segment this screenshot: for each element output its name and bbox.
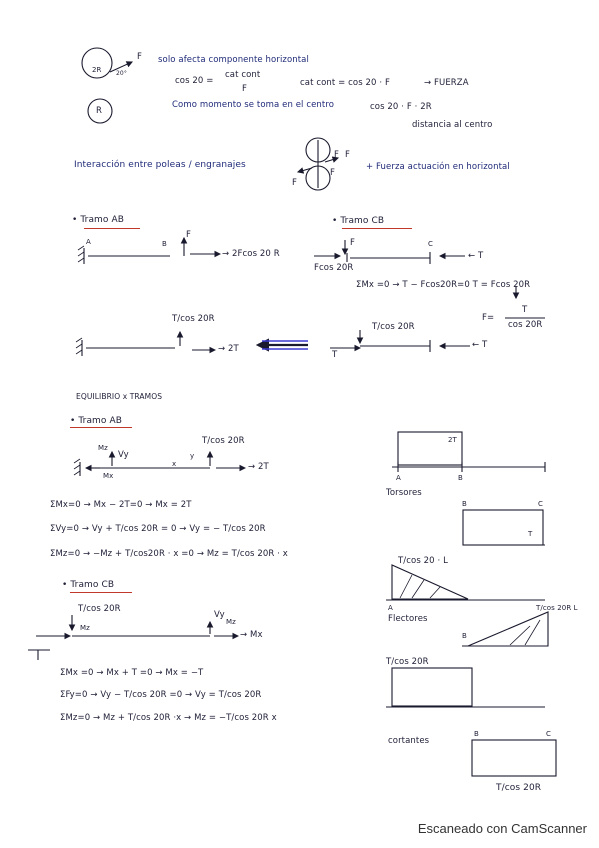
torsor-T: T — [528, 530, 533, 538]
eq1-mid: cat cont = cos 20 · F — [300, 78, 390, 88]
eq1-left: cos 20 = — [175, 76, 214, 86]
eq-ab-line3: ΣMz=0 → −Mz + T/cos20R · x =0 → Mz = T/cos 20R · x — [50, 549, 288, 559]
tramo-cb-title: • Tramo CB — [332, 216, 385, 226]
eq-ab-Mx: Mx — [103, 472, 114, 480]
label-2r: 2R — [92, 66, 102, 74]
eq-ab-Mz: Mz — [98, 444, 108, 452]
int-F2: F — [345, 150, 350, 160]
eq-cb-line2: ΣFy=0 → Vy − T/cos 20R =0 → Vy = T/cos 20R — [60, 690, 262, 700]
underline-eq-ab — [70, 427, 132, 428]
flector-right: T/cos 20R L — [536, 604, 578, 612]
eq-cb-Mzx: Mz — [226, 618, 236, 626]
eq-cb-title: • Tramo CB — [62, 580, 115, 590]
tramo-cb-sum: ΣMx =0 → T − Fcos20R=0 T = Fcos 20R — [356, 280, 531, 290]
cortante-C: C — [546, 730, 551, 738]
torsor-2T: 2T — [448, 436, 457, 444]
cortante-label: cortantes — [388, 736, 430, 746]
underline-eq-cb — [70, 592, 132, 593]
tramo-ab-B: B — [162, 240, 167, 248]
eq-cb-Mx: → Mx — [240, 630, 263, 640]
tramo-cb-F: F — [350, 238, 355, 248]
eq-ab-x: x — [172, 460, 177, 468]
flector-label: Flectores — [388, 614, 428, 624]
tramo-cb-T: ← T — [468, 251, 484, 261]
underline-cb — [342, 228, 412, 229]
label-20: 20° — [116, 70, 127, 77]
eq-cb-Tcos: T/cos 20R — [78, 604, 121, 614]
eq-ab-Tcos: T/cos 20R — [202, 436, 245, 446]
eq-ab-line2: ΣVy=0 → Vy + T/cos 20R = 0 → Vy = − T/cos 20R — [50, 524, 266, 534]
int-F3: F — [292, 178, 297, 188]
tramo-ab-force: → 2Fcos 20 R — [222, 249, 280, 259]
eq-cb-line1: ΣMx =0 → Mx + T =0 → Mx = −T — [60, 668, 204, 678]
torsor-C: C — [538, 500, 543, 508]
eq-ab-Vy: Vy — [118, 450, 129, 460]
label-F-top: F — [137, 52, 142, 62]
tramo-ab-A: A — [86, 238, 91, 246]
flector-top: T/cos 20 · L — [398, 556, 448, 566]
equilibrio-title: EQUILIBRIO x TRAMOS — [76, 392, 163, 401]
comb-2T: → 2T — [218, 344, 239, 354]
comb-label-top: T/cos 20R — [172, 314, 215, 324]
eq1-den: F — [242, 84, 247, 94]
note-line1: solo afecta componente horizontal — [158, 55, 309, 65]
cortante-bottom: T/cos 20R — [496, 783, 542, 793]
cortante-top: T/cos 20R — [386, 657, 429, 667]
comb-right-label: T/cos 20R — [372, 322, 415, 332]
torsor-B2: B — [462, 500, 467, 508]
tramo-cb-fres-den: cos 20R — [508, 320, 543, 330]
tramo-cb-fcos: Fcos 20R — [314, 263, 354, 273]
eq-ab-2T: → 2T — [248, 462, 269, 472]
eq2-note: distancia al centro — [412, 120, 493, 130]
label-r: R — [96, 106, 103, 116]
torsor-B: B — [458, 474, 463, 482]
interaction-result: + Fuerza actuación en horizontal — [366, 162, 510, 172]
tramo-ab-title: • Tramo AB — [72, 215, 125, 225]
flector-A: A — [388, 604, 393, 612]
tramo-cb-fres-num: T — [522, 305, 528, 315]
tramo-cb-C: C — [428, 240, 433, 248]
eq-ab-y: y — [190, 452, 195, 460]
camscanner-watermark: Escaneado con CamScanner — [417, 821, 587, 836]
note-line2: Como momento se toma en el centro — [172, 100, 335, 110]
eq1-num: cat cont — [225, 70, 261, 80]
underline-ab — [84, 228, 140, 229]
eq-cb-Mz: Mz — [80, 624, 90, 632]
eq-ab-title: • Tramo AB — [70, 416, 123, 426]
comb-T-left: T — [332, 350, 338, 360]
cortante-B: B — [474, 730, 479, 738]
int-F4: F — [330, 168, 335, 178]
tramo-ab-F: F — [186, 230, 191, 240]
eq-ab-line1: ΣMx=0 → Mx − 2T=0 → Mx = 2T — [50, 500, 192, 510]
tramo-cb-fres: F= — [482, 313, 495, 323]
interaction-title: Interacción entre poleas / engranajes — [74, 160, 246, 170]
eq-cb-line3: ΣMz=0 → Mz + T/cos 20R ·x → Mz = −T/cos 20R x — [60, 713, 277, 723]
torsor-A: A — [396, 474, 401, 482]
torsor-label: Torsores — [386, 488, 422, 498]
eq2: cos 20 · F · 2R — [370, 102, 432, 112]
comb-T-right: ← T — [472, 340, 488, 350]
int-F1: F — [334, 150, 339, 160]
eq1-arrow: → FUERZA — [424, 78, 469, 88]
flector-B: B — [462, 632, 467, 640]
eq-cb-Vy: Vy — [214, 610, 225, 620]
